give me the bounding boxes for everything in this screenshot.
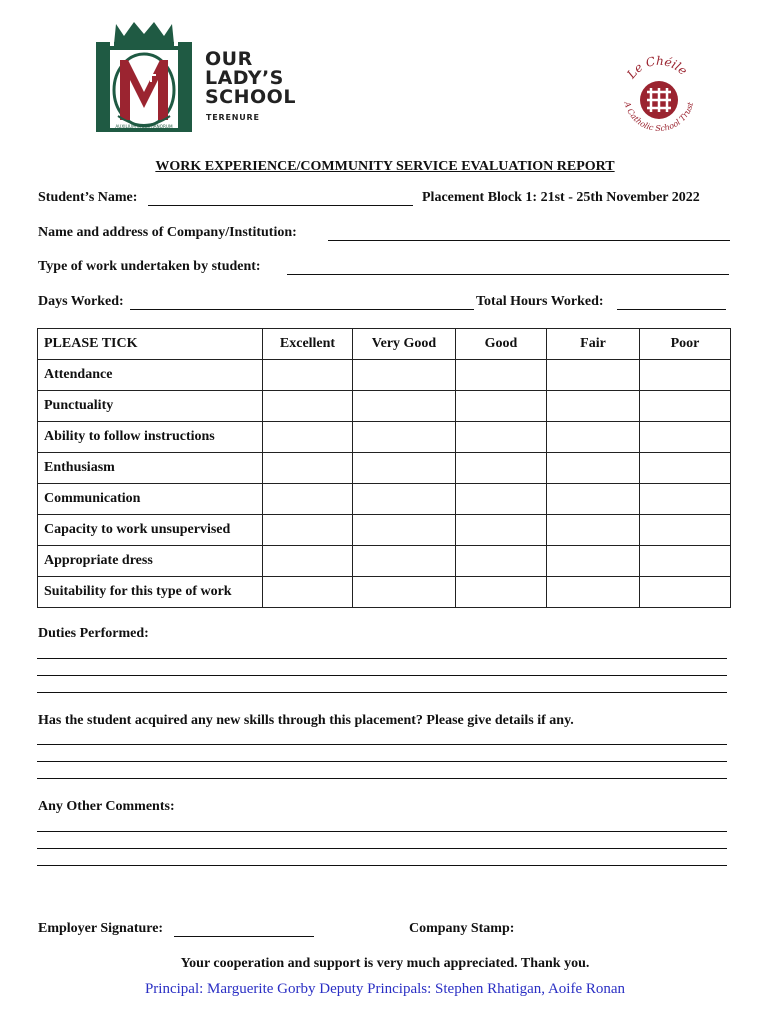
- school-name-line2: LADY’S: [205, 67, 284, 89]
- crest-motto: AUXILIUM CHRISTIANORUM: [115, 124, 173, 129]
- company-label: Name and address of Company/Institution:: [38, 225, 297, 240]
- row-label-work-unsupervised: Capacity to work unsupervised: [38, 515, 263, 546]
- tick-cell[interactable]: [547, 422, 640, 453]
- row-label-follow-instructions: Ability to follow instructions: [38, 422, 263, 453]
- thank-you-note: Your cooperation and support is very much appreciated. Thank you.: [180, 956, 590, 971]
- table-row: [38, 484, 731, 515]
- school-location: TERENURE: [206, 113, 260, 122]
- row-label-appropriate-dress: Appropriate dress: [38, 546, 263, 577]
- total-hours-field[interactable]: [617, 309, 726, 310]
- tick-cell[interactable]: [353, 577, 456, 608]
- table-row: [38, 360, 731, 391]
- tick-cell[interactable]: [640, 546, 731, 577]
- tick-cell[interactable]: [263, 391, 353, 422]
- row-label-attendance: Attendance: [38, 360, 263, 391]
- tick-cell[interactable]: [353, 453, 456, 484]
- tick-cell[interactable]: [456, 391, 547, 422]
- placement-block: Placement Block 1: 21st - 25th November 2022: [422, 190, 700, 205]
- table-row: [38, 391, 731, 422]
- col-header-poor: Poor: [640, 329, 731, 360]
- work-type-field[interactable]: [287, 274, 729, 275]
- employer-signature-field[interactable]: [174, 936, 314, 937]
- col-header-good: Good: [456, 329, 547, 360]
- school-name-line3: SCHOOL: [205, 86, 296, 108]
- col-header-excellent: Excellent: [263, 329, 353, 360]
- trust-tagline: A Catholic School Trust: [622, 100, 696, 134]
- tick-cell[interactable]: [353, 484, 456, 515]
- duties-line[interactable]: [37, 692, 727, 693]
- tick-cell[interactable]: [547, 546, 640, 577]
- col-header-very-good: Very Good: [353, 329, 456, 360]
- tick-cell[interactable]: [456, 360, 547, 391]
- company-stamp-label: Company Stamp:: [409, 921, 515, 936]
- row-label-communication: Communication: [38, 484, 263, 515]
- company-field[interactable]: [328, 240, 730, 241]
- duties-line[interactable]: [37, 675, 727, 676]
- tick-cell[interactable]: [547, 484, 640, 515]
- tick-cell[interactable]: [353, 546, 456, 577]
- tick-cell[interactable]: [456, 515, 547, 546]
- tick-cell[interactable]: [547, 360, 640, 391]
- employer-signature-label: Employer Signature:: [38, 921, 164, 936]
- skills-label: Has the student acquired any new skills through this placement? Please give details if any.: [38, 713, 574, 728]
- tick-cell[interactable]: [456, 546, 547, 577]
- table-row: [38, 453, 731, 484]
- tick-cell[interactable]: [640, 391, 731, 422]
- tick-cell[interactable]: [547, 577, 640, 608]
- tick-cell[interactable]: [353, 360, 456, 391]
- tick-cell[interactable]: [263, 484, 353, 515]
- row-label-suitability: Suitability for this type of work: [38, 577, 263, 608]
- rating-table-header: [38, 329, 731, 360]
- tick-cell[interactable]: [640, 577, 731, 608]
- tick-cell[interactable]: [547, 453, 640, 484]
- tick-cell[interactable]: [263, 546, 353, 577]
- table-row: [38, 422, 731, 453]
- tick-cell[interactable]: [640, 360, 731, 391]
- tick-cell[interactable]: [353, 515, 456, 546]
- form-title: WORK EXPERIENCE/COMMUNITY SERVICE EVALUATION REPORT: [155, 159, 615, 174]
- tick-cell[interactable]: [456, 422, 547, 453]
- comments-line[interactable]: [37, 865, 727, 866]
- skills-line[interactable]: [37, 761, 727, 762]
- comments-label: Any Other Comments:: [38, 799, 175, 814]
- tick-cell[interactable]: [640, 453, 731, 484]
- tick-cell[interactable]: [353, 422, 456, 453]
- duties-line[interactable]: [37, 658, 727, 659]
- col-header-fair: Fair: [547, 329, 640, 360]
- rating-table: [37, 328, 731, 608]
- tick-cell[interactable]: [263, 453, 353, 484]
- table-row: [38, 515, 731, 546]
- tick-cell[interactable]: [456, 577, 547, 608]
- tick-cell[interactable]: [547, 391, 640, 422]
- tick-cell[interactable]: [263, 422, 353, 453]
- school-name: [205, 50, 296, 107]
- staff-names: Principal: Marguerite Gorby Deputy Principals: Stephen Rhatigan, Aoife Ronan: [144, 981, 626, 997]
- skills-line[interactable]: [37, 744, 727, 745]
- skills-line[interactable]: [37, 778, 727, 779]
- col-header-please-tick: PLEASE TICK: [38, 329, 263, 360]
- student-name-label: Student’s Name:: [38, 190, 138, 205]
- total-hours-label: Total Hours Worked:: [476, 294, 604, 309]
- table-row: [38, 546, 731, 577]
- days-worked-field[interactable]: [130, 309, 474, 310]
- comments-line[interactable]: [37, 831, 727, 832]
- tick-cell[interactable]: [263, 577, 353, 608]
- tick-cell[interactable]: [640, 422, 731, 453]
- row-label-punctuality: Punctuality: [38, 391, 263, 422]
- tick-cell[interactable]: [456, 484, 547, 515]
- tick-cell[interactable]: [640, 515, 731, 546]
- trust-name: Le Chéile: [624, 53, 691, 82]
- tick-cell[interactable]: [353, 391, 456, 422]
- row-label-enthusiasm: Enthusiasm: [38, 453, 263, 484]
- tick-cell[interactable]: [263, 515, 353, 546]
- duties-label: Duties Performed:: [38, 626, 149, 641]
- days-worked-label: Days Worked:: [38, 294, 124, 309]
- tick-cell[interactable]: [547, 515, 640, 546]
- school-crest-logo: [96, 16, 192, 134]
- student-name-field[interactable]: [148, 205, 413, 206]
- work-type-label: Type of work undertaken by student:: [38, 259, 261, 274]
- school-name-line1: OUR: [205, 48, 253, 70]
- table-row: [38, 577, 731, 608]
- tick-cell[interactable]: [263, 360, 353, 391]
- le-cheile-trust-logo: [618, 52, 700, 140]
- tick-cell[interactable]: [640, 484, 731, 515]
- tick-cell[interactable]: [456, 453, 547, 484]
- comments-line[interactable]: [37, 848, 727, 849]
